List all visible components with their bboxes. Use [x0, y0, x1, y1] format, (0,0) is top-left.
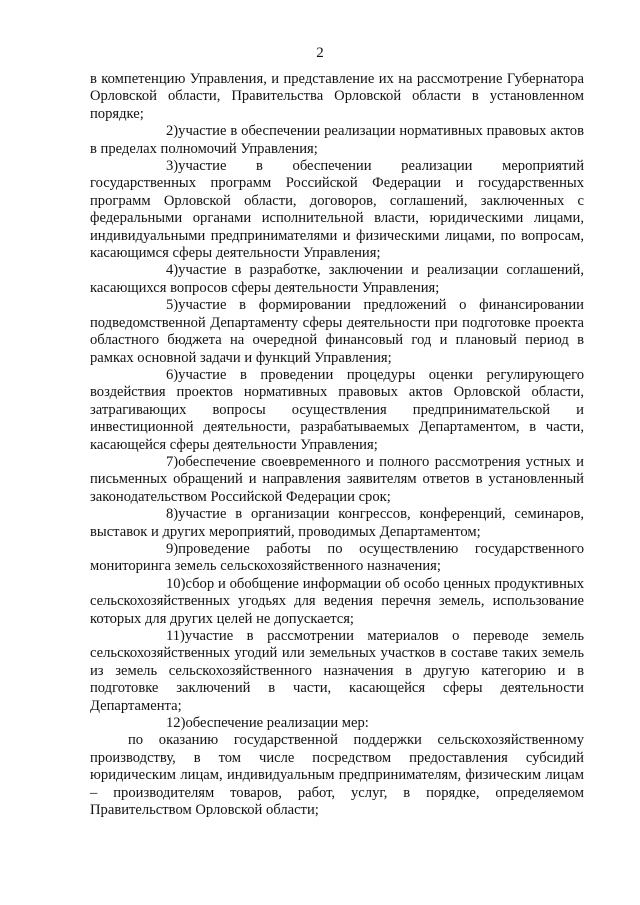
list-item — [90, 367, 584, 454]
list-item — [90, 158, 584, 262]
list-item — [90, 454, 584, 506]
paragraph — [90, 71, 584, 123]
item-text: участие в разработке, заключении и реализации соглашений, касающихся вопросов сферы деятельности Управления; — [90, 262, 584, 296]
list-item — [90, 576, 584, 628]
page-number: 2 — [316, 45, 324, 61]
item-text: обеспечение своевременного и полного рассмотрения устных и письменных обращений и направления заявителям ответов в установленный законодательством Российской Федерации срок; — [90, 453, 584, 505]
item-number: 3) — [166, 158, 179, 175]
list-item — [90, 123, 584, 158]
list-item — [90, 628, 584, 715]
item-number: 11) — [166, 628, 185, 644]
item-number: 7) — [166, 453, 179, 470]
item-text: участие в проведении процедуры оценки регулирующего воздействия проектов нормативных правовых актов Орловской области, затрагивающих вопросы осуществления предпринимательской и инвестиционной деятельности, разрабатываемых Департаментом, в части, касающейся сферы деятельности Управления; — [90, 366, 584, 453]
item-number: 12) — [166, 715, 186, 732]
item-number: 9) — [166, 540, 179, 557]
item-number: 10) — [166, 575, 186, 592]
item-text: участие в обеспечении реализации мероприятий государственных программ Российской Федерации и государственных программ Орловской области, договоров, соглашений, заключенных с федеральными органами исполнительной власти, юридическими лицами, индивидуальными предпринимателями и физическими лицами, по вопросам, касающимся сферы деятельности Управления; — [90, 158, 584, 262]
item-number: 8) — [166, 506, 179, 523]
list-item — [90, 715, 584, 732]
paragraph-text: по оказанию государственной поддержки сельскохозяйственному производству, в том числе посредством предоставления субсидий юридическим лицам, индивидуальным предпринимателям, физическим лицам – производителям товаров, работ, услуг, в порядке, определяемом Правительством Орловской области; — [90, 732, 584, 819]
item-text: участие в формировании предложений о финансировании подведомственной Департаменту сферы деятельности при подготовке проекта областного бюджета на очередной финансовый год и плановый период в рамках основной задачи и функций Управления; — [90, 297, 584, 366]
item-text: проведение работы по осуществлению государственного мониторинга земель сельскохозяйственного назначения; — [90, 540, 584, 575]
list-item — [90, 541, 584, 576]
list-item — [90, 262, 584, 297]
paragraph — [90, 732, 584, 819]
item-number: 2) — [166, 123, 179, 140]
document-body — [90, 71, 584, 819]
item-text: участие в организации конгрессов, конференций, семинаров, выставок и других мероприятий, проводимых Департаментом; — [90, 506, 584, 540]
item-text: сбор и обобщение информации об особо ценных продуктивных сельскохозяйственных угодьях для ведения перечня земель, использование которых для других целей не допускается; — [90, 575, 584, 627]
item-text: обеспечение реализации мер: — [185, 715, 369, 732]
paragraph-text: в компетенцию Управления, и представление их на рассмотрение Губернатора Орловской области, Правительства Орловской области в установленном порядке; — [90, 71, 584, 122]
list-item — [90, 506, 584, 541]
item-number: 5) — [166, 297, 179, 314]
item-number: 4) — [166, 262, 179, 279]
item-text: участие в обеспечении реализации нормативных правовых актов в пределах полномочий Управления; — [90, 123, 584, 157]
item-text: участие в рассмотрении материалов о переводе земель сельскохозяйственных угодий или земельных участков в составе таких земель из земель сельскохозяйственного назначения в другую категорию и в подготовке заключений в части, касающейся сферы деятельности Департамента; — [90, 628, 584, 714]
item-number: 6) — [166, 366, 179, 383]
list-item — [90, 297, 584, 367]
